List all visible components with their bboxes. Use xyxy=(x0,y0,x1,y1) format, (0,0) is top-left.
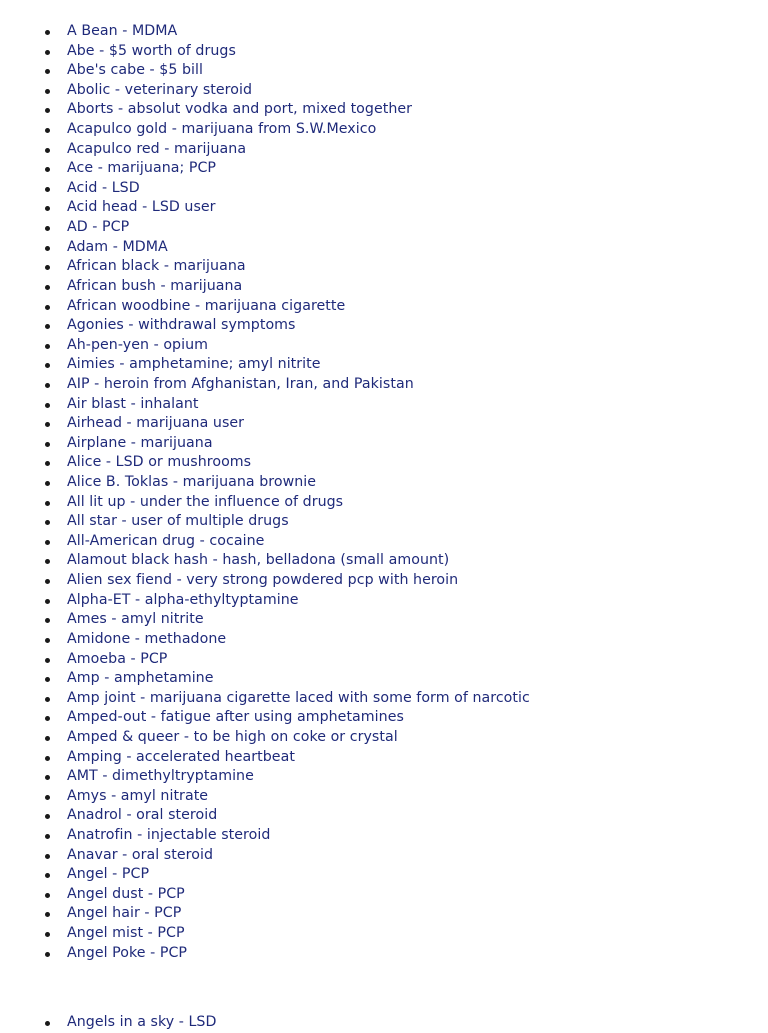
term-entry: Anadrol - oral steroid xyxy=(0,806,768,826)
term-entry: All star - user of multiple drugs xyxy=(0,512,768,532)
term-entry: Amping - accelerated heartbeat xyxy=(0,748,768,768)
term-entry: African bush - marijuana xyxy=(0,277,768,297)
term-entry: Aborts - absolut vodka and port, mixed together xyxy=(0,100,768,120)
term-entry: Angel hair - PCP xyxy=(0,904,768,924)
term-entry: Aimies - amphetamine; amyl nitrite xyxy=(0,355,768,375)
term-entry: A Bean - MDMA xyxy=(0,22,768,42)
term-entry: AMT - dimethyltryptamine xyxy=(0,767,768,787)
term-entry: African black - marijuana xyxy=(0,257,768,277)
term-entry: Amp joint - marijuana cigarette laced with some form of narcotic xyxy=(0,689,768,709)
term-entry: Agonies - withdrawal symptoms xyxy=(0,316,768,336)
term-entry: Alamout black hash - hash, belladona (small amount) xyxy=(0,551,768,571)
term-entry: Alice - LSD or mushrooms xyxy=(0,453,768,473)
term-entry: Abolic - veterinary steroid xyxy=(0,81,768,101)
term-entry: Ace - marijuana; PCP xyxy=(0,159,768,179)
term-entry: Acapulco red - marijuana xyxy=(0,140,768,160)
term-entry: Amp - amphetamine xyxy=(0,669,768,689)
term-entry: Angels in a sky - LSD xyxy=(0,1013,768,1033)
term-entry: Angel dust - PCP xyxy=(0,885,768,905)
term-entry: African woodbine - marijuana cigarette xyxy=(0,297,768,317)
term-entry: Alice B. Toklas - marijuana brownie xyxy=(0,473,768,493)
term-entry: Abe - $5 worth of drugs xyxy=(0,42,768,62)
term-entry: Anavar - oral steroid xyxy=(0,846,768,866)
slang-term-list xyxy=(0,22,768,963)
term-entry: Air blast - inhalant xyxy=(0,395,768,415)
term-entry: Alpha-ET - alpha-ethyltyptamine xyxy=(0,591,768,611)
term-entry: Acapulco gold - marijuana from S.W.Mexico xyxy=(0,120,768,140)
term-entry: Ah-pen-yen - opium xyxy=(0,336,768,356)
term-entry: Adam - MDMA xyxy=(0,238,768,258)
term-entry: All-American drug - cocaine xyxy=(0,532,768,552)
term-entry: Amoeba - PCP xyxy=(0,650,768,670)
term-entry: Amidone - methadone xyxy=(0,630,768,650)
term-entry: Angel - PCP xyxy=(0,865,768,885)
term-entry: Airhead - marijuana user xyxy=(0,414,768,434)
term-entry: Angel Poke - PCP xyxy=(0,944,768,964)
term-entry: All lit up - under the influence of drugs xyxy=(0,493,768,513)
term-entry: Abe's cabe - $5 bill xyxy=(0,61,768,81)
term-entry: AD - PCP xyxy=(0,218,768,238)
term-entry: Amped & queer - to be high on coke or crystal xyxy=(0,728,768,748)
term-entry: Acid head - LSD user xyxy=(0,198,768,218)
term-entry: Anatrofin - injectable steroid xyxy=(0,826,768,846)
term-entry: Airplane - marijuana xyxy=(0,434,768,454)
slang-term-list-continued xyxy=(0,1013,768,1033)
term-entry: Ames - amyl nitrite xyxy=(0,610,768,630)
term-entry: Alien sex fiend - very strong powdered pcp with heroin xyxy=(0,571,768,591)
term-entry: Amped-out - fatigue after using amphetamines xyxy=(0,708,768,728)
term-entry: Angel mist - PCP xyxy=(0,924,768,944)
term-entry: Amys - amyl nitrate xyxy=(0,787,768,807)
term-entry: Acid - LSD xyxy=(0,179,768,199)
term-entry: AIP - heroin from Afghanistan, Iran, and Pakistan xyxy=(0,375,768,395)
